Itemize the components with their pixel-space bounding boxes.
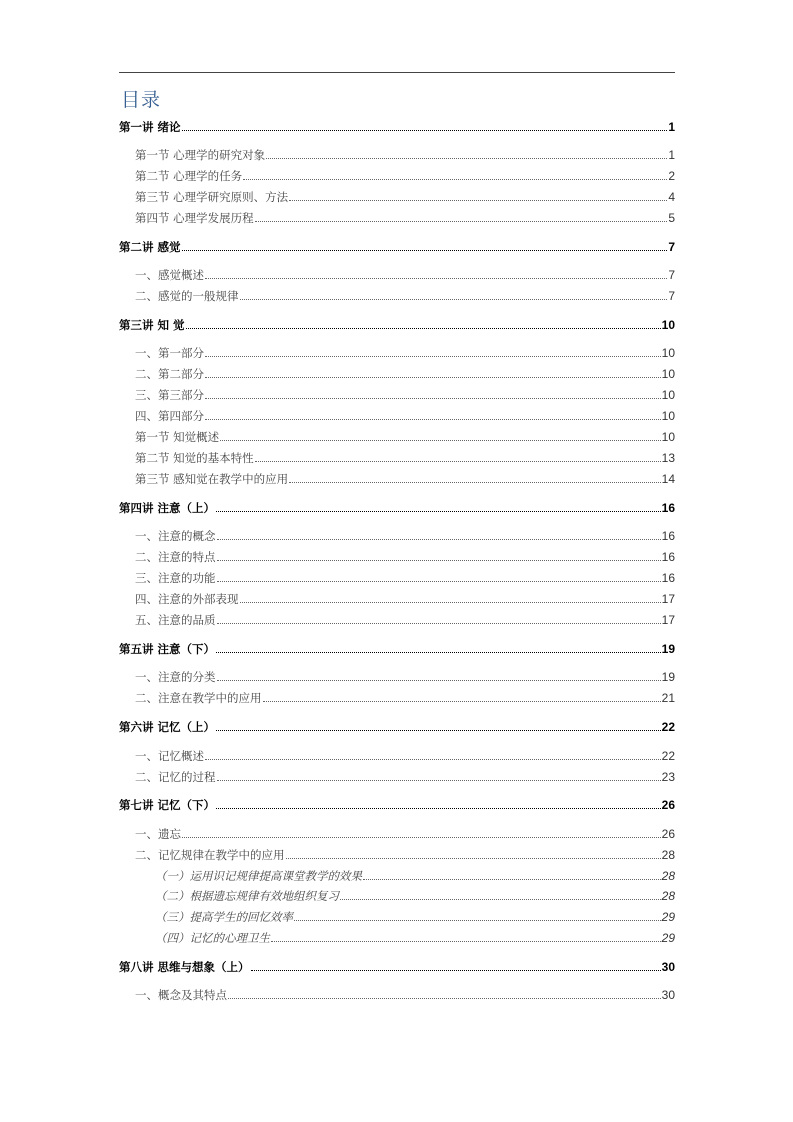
dot-leader [217,570,661,586]
dot-leader [205,267,667,283]
toc-page-number: 22 [661,749,675,763]
toc-page-number: 7 [668,268,675,282]
toc-section-entry[interactable] [119,345,675,361]
toc-subsection-entry[interactable] [119,930,675,946]
toc-section-entry[interactable] [119,450,675,466]
dot-leader [217,528,661,544]
toc-chapter-entry[interactable] [119,719,675,735]
toc-entry-label: 第四讲 注意（上） [119,501,216,515]
toc-entry-label: 二、记忆的过程 [119,769,217,785]
toc-entry-label: 第一节 知觉概述 [119,429,220,445]
toc-section-entry[interactable] [119,549,675,565]
toc-section-entry[interactable] [119,168,675,184]
toc-section-entry[interactable] [119,366,675,382]
toc-page-number: 19 [661,670,675,684]
toc-page-number: 17 [661,613,675,627]
toc-page-number: 16 [661,550,675,564]
toc-page-number: 14 [661,472,675,486]
toc-entry-label: （三）提高学生的回忆效率 [119,909,294,925]
toc-section-entry[interactable] [119,847,675,863]
toc-entry-label: 一、注意的分类 [119,669,217,685]
toc-entry-label: （一）运用识记规律提高课堂教学的效果 [119,868,363,884]
toc-page-number: 30 [661,988,675,1002]
toc-page-number: 10 [661,367,675,381]
toc-section-entry[interactable] [119,591,675,607]
toc-page-number: 26 [661,827,675,841]
toc-chapter-entry[interactable] [119,119,675,135]
toc-page-number: 28 [661,848,675,862]
dot-leader [228,987,661,1003]
toc-entry-label: 二、注意的特点 [119,549,217,565]
toc-entry-label: 第三节 心理学研究原则、方法 [119,189,289,205]
toc-entry-label: 四、注意的外部表现 [119,591,240,607]
toc-section-entry[interactable] [119,267,675,283]
toc-chapter-entry[interactable] [119,797,675,813]
dot-leader [205,387,661,403]
dot-leader [271,930,661,946]
dot-leader [205,345,661,361]
toc-page-number: 10 [661,318,675,332]
toc-section-entry[interactable] [119,690,675,706]
dot-leader [340,888,661,904]
toc-entry-label: 第五讲 注意（下） [119,642,216,656]
toc-page-number: 10 [661,346,675,360]
toc-entry-label: 二、注意在教学中的应用 [119,690,263,706]
toc-chapter-entry[interactable] [119,500,675,516]
dot-leader [182,826,661,842]
toc-section-entry[interactable] [119,748,675,764]
dot-leader [217,669,661,685]
dot-leader [243,168,667,184]
dot-leader [251,959,661,975]
toc-page-number: 2 [668,169,675,183]
dot-leader [220,429,660,445]
toc-entry-label: 三、第三部分 [119,387,205,403]
toc-entry-label: 三、注意的功能 [119,570,217,586]
toc-entry-label: 第二讲 感觉 [119,240,181,254]
toc-section-entry[interactable] [119,189,675,205]
dot-leader [205,366,661,382]
dot-leader [294,909,661,925]
toc-page-number: 16 [661,501,675,515]
dot-leader [205,408,661,424]
toc-page-number: 23 [661,770,675,784]
toc-section-entry[interactable] [119,769,675,785]
toc-page-number: 1 [668,148,675,162]
toc-page-number: 21 [661,691,675,705]
dot-leader [289,471,660,487]
toc-entry-label: （四）记忆的心理卫生 [119,930,271,946]
toc-section-entry[interactable] [119,387,675,403]
header-rule [119,72,675,73]
dot-leader [240,591,661,607]
dot-leader [240,288,668,304]
toc-page-number: 30 [661,960,675,974]
toc-section-entry[interactable] [119,528,675,544]
toc-page-number: 13 [661,451,675,465]
toc-page-number: 17 [661,592,675,606]
toc-page-number: 4 [668,190,675,204]
toc-page-number: 29 [661,931,675,945]
toc-page-number: 16 [661,529,675,543]
toc-page-number: 5 [668,211,675,225]
toc-entry-label: 一、记忆概述 [119,748,205,764]
dot-leader [182,239,668,255]
toc-entry-label: 第八讲 思维与想象（上） [119,960,250,974]
toc-entry-label: 四、第四部分 [119,408,205,424]
toc-section-entry[interactable] [119,147,675,163]
toc-section-entry[interactable] [119,408,675,424]
toc-page-number: 19 [661,642,675,656]
toc-entry-label: 一、第一部分 [119,345,205,361]
toc-entry-label: 二、感觉的一般规律 [119,288,240,304]
toc-chapter-entry[interactable] [119,959,675,975]
toc-subsection-entry[interactable] [119,909,675,925]
toc-subsection-entry[interactable] [119,888,675,904]
toc-entry-label: 第六讲 记忆（上） [119,720,216,734]
toc-page-number: 10 [661,409,675,423]
toc-entry-label: 第七讲 记忆（下） [119,798,216,812]
dot-leader [216,719,661,735]
toc-entry-label: 一、概念及其特点 [119,987,228,1003]
dot-leader [363,868,661,884]
dot-leader [263,690,661,706]
dot-leader [286,847,661,863]
dot-leader [255,450,661,466]
toc-chapter-entry[interactable] [119,317,675,333]
dot-leader [186,317,661,333]
toc-entry-label: 一、注意的概念 [119,528,217,544]
toc-page-number: 7 [668,240,675,254]
toc-entry-label: （二）根据遗忘规律有效地组织复习 [119,888,340,904]
toc-entry-label: 五、注意的品质 [119,612,217,628]
toc-chapter-entry[interactable] [119,239,675,255]
toc-section-entry[interactable] [119,288,675,304]
toc-entry-label: 第一节 心理学的研究对象 [119,147,266,163]
toc-page-number: 1 [668,120,675,134]
toc-section-entry[interactable] [119,987,675,1003]
toc-entry-label: 一、遗忘 [119,826,182,842]
toc-page-number: 7 [668,289,675,303]
toc-section-entry[interactable] [119,669,675,685]
dot-leader [205,748,661,764]
toc-title: 目录 [121,89,162,111]
dot-leader [266,147,667,163]
toc-page-number: 26 [661,798,675,812]
toc-page-number: 28 [661,889,675,903]
toc-page-number: 10 [661,388,675,402]
toc-entry-label: 第三讲 知 觉 [119,318,185,332]
dot-leader [217,549,661,565]
dot-leader [289,189,667,205]
dot-leader [216,797,661,813]
toc-entry-label: 二、第二部分 [119,366,205,382]
dot-leader [216,500,661,516]
toc-section-entry[interactable] [119,210,675,226]
dot-leader [182,119,668,135]
toc-section-entry[interactable] [119,471,675,487]
dot-leader [217,612,661,628]
toc-entry-label: 第四节 心理学发展历程 [119,210,255,226]
toc-entry-label: 第一讲 绪论 [119,120,181,134]
toc-entry-label: 二、记忆规律在教学中的应用 [119,847,286,863]
toc-entry-label: 一、感觉概述 [119,267,205,283]
dot-leader [255,210,668,226]
toc-entry-label: 第二节 知觉的基本特性 [119,450,255,466]
toc-chapter-entry[interactable] [119,641,675,657]
dot-leader [217,769,661,785]
dot-leader [216,641,661,657]
toc-section-entry[interactable] [119,826,675,842]
toc-section-entry[interactable] [119,429,675,445]
toc-page-number: 16 [661,571,675,585]
toc-page-number: 28 [661,869,675,883]
toc-page-number: 29 [661,910,675,924]
toc-page-number: 10 [661,430,675,444]
toc-entry-label: 第三节 感知觉在教学中的应用 [119,471,289,487]
toc-page-number: 22 [661,720,675,734]
toc-section-entry[interactable] [119,570,675,586]
toc-subsection-entry[interactable] [119,868,675,884]
toc-section-entry[interactable] [119,612,675,628]
toc-entry-label: 第二节 心理学的任务 [119,168,243,184]
